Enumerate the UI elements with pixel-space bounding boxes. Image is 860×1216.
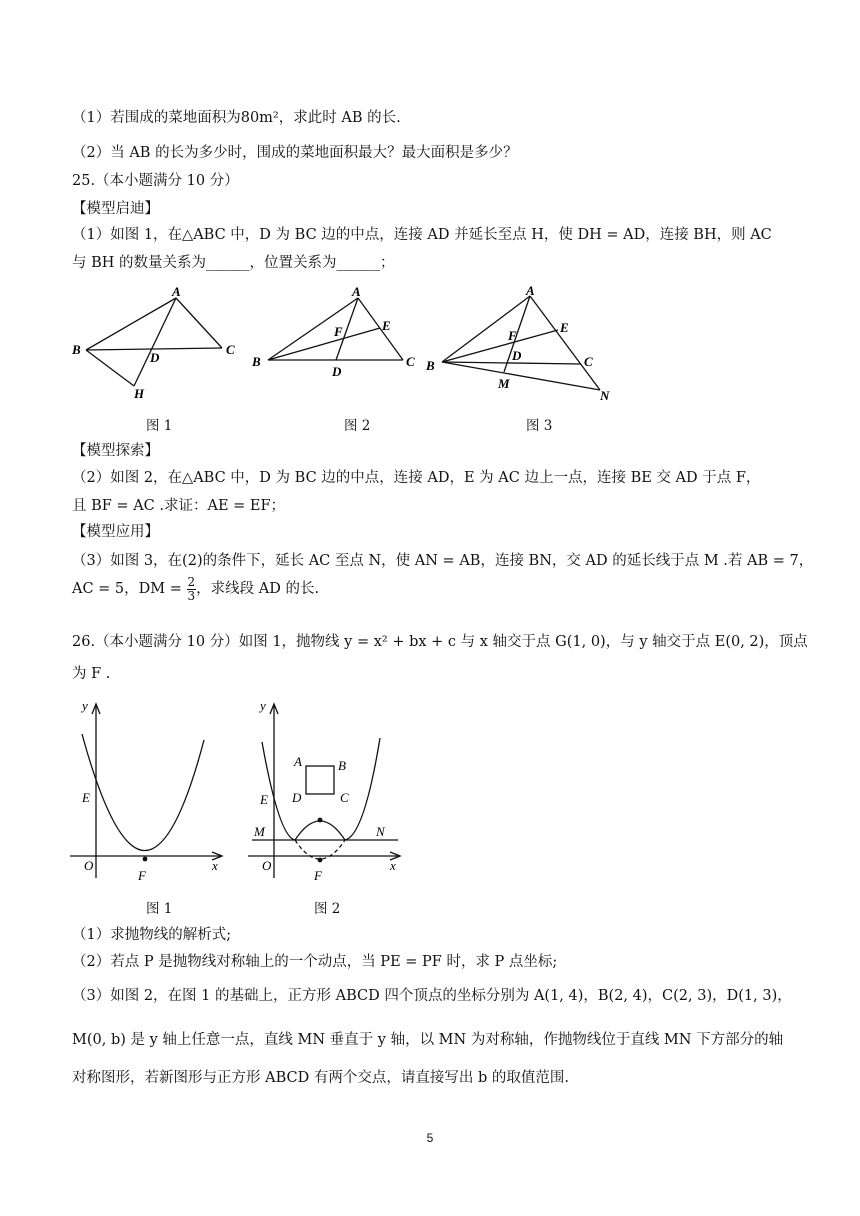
- p1-label-o: O: [84, 858, 94, 873]
- f1-label-b: B: [72, 342, 81, 357]
- p2-label-e: E: [260, 792, 268, 807]
- f3-label-m: M: [498, 376, 510, 391]
- q26-stem-line1: 26.（本小题满分 10 分）如图 1，抛物线 y = x² + bx + c 与 x 轴交于点 G(1, 0)，与 y 轴交于点 E(0, 2)，顶点: [72, 634, 808, 650]
- p1-label-y: y: [82, 698, 88, 713]
- q25-figure-2: [248, 284, 428, 384]
- q26-part3-line3: 对称图形，若新图形与正方形 ABCD 有两个交点，请直接写出 b 的取值范围.: [72, 1070, 569, 1086]
- f2-label-d: D: [332, 364, 342, 379]
- f2-label-e: E: [382, 318, 391, 333]
- q25-part3-line1: （3）如图 3，在(2)的条件下，延长 AC 至点 N，使 AN = AB，连接 BN，交 AD 的延长线于点 M .若 AB = 7，: [72, 553, 814, 569]
- q25-part2-line1: （2）如图 2，在△ABC 中，D 为 BC 边的中点，连接 AD，E 为 AC 边上一点，连接 BE 交 AD 于点 F，: [72, 470, 761, 486]
- q25-fig2-caption: 图 2: [344, 418, 371, 434]
- q25-part1-line1: （1）如图 1，在△ABC 中，D 为 BC 边的中点，连接 AD 并延长至点 H，使 DH = AD，连接 BH，则 AC: [72, 227, 772, 243]
- p2-label-y: y: [260, 698, 266, 713]
- p2-label-a: A: [294, 754, 302, 769]
- p1-label-f: F: [138, 868, 146, 883]
- q26-figure-1: [70, 694, 230, 884]
- p2-label-n: N: [376, 824, 385, 839]
- p2-label-c: C: [340, 790, 349, 805]
- fraction-two-thirds: [187, 576, 197, 603]
- f3-label-b: B: [426, 358, 435, 373]
- p1-vertex-point: [143, 857, 148, 862]
- p2-vertex-point: [318, 858, 323, 863]
- q25-part3-text-b: ，求线段 AD 的长.: [196, 581, 320, 597]
- q25-part3-line2: [72, 574, 319, 604]
- f2-label-f: F: [334, 324, 343, 339]
- f3-label-n: N: [600, 388, 610, 403]
- q26-fig1-caption: 图 1: [146, 901, 173, 917]
- q26-part3-line1: （3）如图 2，在图 1 的基础上，正方形 ABCD 四个顶点的坐标分别为 A(1, 4)，B(2, 4)，C(2, 3)，D(1, 3)，: [72, 988, 792, 1004]
- q26-figure-2: [248, 694, 408, 884]
- p2-label-m: M: [254, 824, 265, 839]
- q26-fig2-caption: 图 2: [314, 901, 341, 917]
- f1-label-h: H: [134, 386, 145, 401]
- q26-part2: （2）若点 P 是抛物线对称轴上的一个动点，当 PE = PF 时，求 P 点坐标;: [72, 954, 558, 970]
- f3-label-d: D: [512, 348, 522, 363]
- fraction-denominator: 3: [187, 588, 196, 603]
- p2-label-x: x: [390, 858, 396, 873]
- f2-label-c: C: [406, 354, 415, 369]
- q26-part3-line2: M(0, b) 是 y 轴上任意一点，直线 MN 垂直于 y 轴，以 MN 为对称轴，作抛物线位于直线 MN 下方部分的轴: [72, 1032, 784, 1048]
- fraction-numerator: 2: [187, 574, 196, 589]
- q26-part1: （1）求抛物线的解析式;: [72, 927, 232, 943]
- q25-part2-line2: 且 BF = AC .求证：AE = EF；: [72, 498, 286, 514]
- p2-label-o: O: [262, 858, 272, 873]
- q25-figure-1: [70, 284, 250, 404]
- f3-label-f: F: [508, 328, 517, 343]
- p1-label-e: E: [82, 790, 90, 805]
- p2-label-d: D: [292, 790, 302, 805]
- q25-fig3-caption: 图 3: [526, 418, 553, 434]
- p2-reflected-vertex-point: [318, 818, 323, 823]
- q25-heading: 25.（本小题满分 10 分）: [72, 173, 239, 189]
- q25-section-model-exploration: 【模型探索】: [72, 443, 159, 459]
- page-number: 5: [426, 1131, 434, 1145]
- q26-stem-line2: 为 F .: [72, 666, 111, 682]
- q24-part2: （2）当 AB 的长为多少时，围成的菜地面积最大？最大面积是多少？: [72, 145, 518, 161]
- f2-label-a: A: [352, 284, 361, 299]
- q25-section-model-inspiration: 【模型启迪】: [72, 201, 159, 217]
- q25-fig1-caption: 图 1: [146, 418, 173, 434]
- q25-part3-text-a: AC = 5，DM =: [72, 581, 187, 597]
- q25-part1-line2: 与 BH 的数量关系为______，位置关系为______；: [72, 255, 395, 271]
- q25-section-model-application: 【模型应用】: [72, 524, 159, 540]
- f1-label-c: C: [226, 342, 235, 357]
- f1-label-d: D: [150, 350, 160, 365]
- f1-label-a: A: [172, 284, 181, 299]
- f3-label-e: E: [560, 320, 569, 335]
- p1-label-x: x: [212, 858, 218, 873]
- q24-part1: （1）若围成的菜地面积为80m²，求此时 AB 的长.: [72, 110, 401, 126]
- f3-label-a: A: [526, 284, 535, 298]
- f2-label-b: B: [252, 354, 261, 369]
- p2-label-b: B: [338, 758, 346, 773]
- p2-label-f: F: [314, 868, 322, 883]
- q25-figure-3: [424, 284, 624, 404]
- f3-label-c: C: [584, 354, 593, 369]
